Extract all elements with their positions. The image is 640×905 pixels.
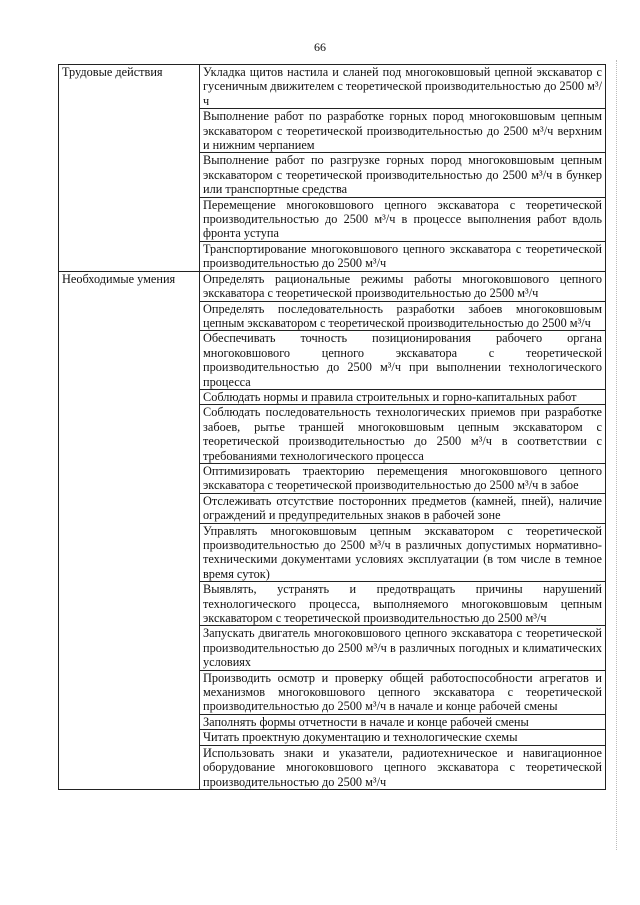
section-label: Необходимые умения [59,271,200,789]
table-cell-item: Соблюдать последовательность технологических приемов при разработке забоев, рытье траншей многоковшовым цепным экскаватором с теоретической производительностью до 2500 м³/ч в соответствии с требованиями технологического процесса [200,405,606,464]
table-cell-item: Запускать двигатель многоковшового цепного экскаватора с теоретической производительностью до 2500 м³/ч в различных погодных и климатических условиях [200,626,606,670]
section-label: Трудовые действия [59,65,200,272]
table-row [59,271,606,301]
table-cell-item: Читать проектную документацию и технологические схемы [200,730,606,745]
table-body [59,65,606,790]
competency-table [58,64,606,790]
table-cell-item: Обеспечивать точность позиционирования рабочего органа многоковшового цепного экскаватора с теоретической производительностью до 2500 м³/ч при выполнении технологического процесса [200,331,606,390]
table-cell-item: Выполнение работ по разгрузке горных пород многоковшовым цепным экскаватором с теоретической производительностью до 2500 м³/ч в бункер или транспортные средства [200,153,606,197]
table-cell-item: Отслеживать отсутствие посторонних предметов (камней, пней), наличие ограждений и предупредительных знаков в рабочей зоне [200,493,606,523]
table-cell-item: Определять последовательность разработки забоев многоковшовым цепным экскаватором с теоретической производительностью до 2500 м³/ч [200,301,606,331]
table-cell-item: Производить осмотр и проверку общей работоспособности агрегатов и механизмов многоковшового цепного экскаватора с теоретической производительностью до 2500 м³/ч в начале и конце рабочей смены [200,670,606,714]
table-row [59,65,606,109]
table-cell-item: Транспортирование многоковшового цепного экскаватора с теоретической производительностью до 2500 м³/ч [200,241,606,271]
table-cell-item: Выполнение работ по разработке горных пород многоковшовым цепным экскаватором с теоретической производительностью до 2500 м³/ч верхним и нижним черпанием [200,109,606,153]
table-cell-item: Определять рациональные режимы работы многоковшового цепного экскаватора с теоретической производительностью до 2500 м³/ч [200,271,606,301]
scan-edge-mark [616,60,625,850]
table-cell-item: Заполнять формы отчетности в начале и конце рабочей смены [200,714,606,729]
table-cell-item: Оптимизировать траекторию перемещения многоковшового цепного экскаватора с теоретической производительностью до 2500 м³/ч в забое [200,463,606,493]
table-cell-item: Управлять многоковшовым цепным экскаватором с теоретической производительностью до 2500 м³/ч в различных допустимых нормативно-техническими документами условиях эксплуатации (в том числе в темное время суток) [200,523,606,582]
table-cell-item: Выявлять, устранять и предотвращать причины нарушений технологического процесса, выполняемого многоковшовым цепным экскаватором с теоретической производительностью до 2500 м³/ч [200,582,606,626]
table-cell-item: Соблюдать нормы и правила строительных и горно-капитальных работ [200,389,606,404]
table-cell-item: Использовать знаки и указатели, радиотехническое и навигационное оборудование многоковшового цепного экскаватора с теоретической производительностью до 2500 м³/ч [200,745,606,789]
table-cell-item: Укладка щитов настила и сланей под многоковшовый цепной экскаватор с гусеничным движителем с теоретической производительностью до 2500 м³/ч [200,65,606,109]
table-cell-item: Перемещение многоковшового цепного экскаватора с теоретической производительностью до 2500 м³/ч в процессе выполнения работ вдоль фронта уступа [200,197,606,241]
page-number: 66 [314,40,326,54]
